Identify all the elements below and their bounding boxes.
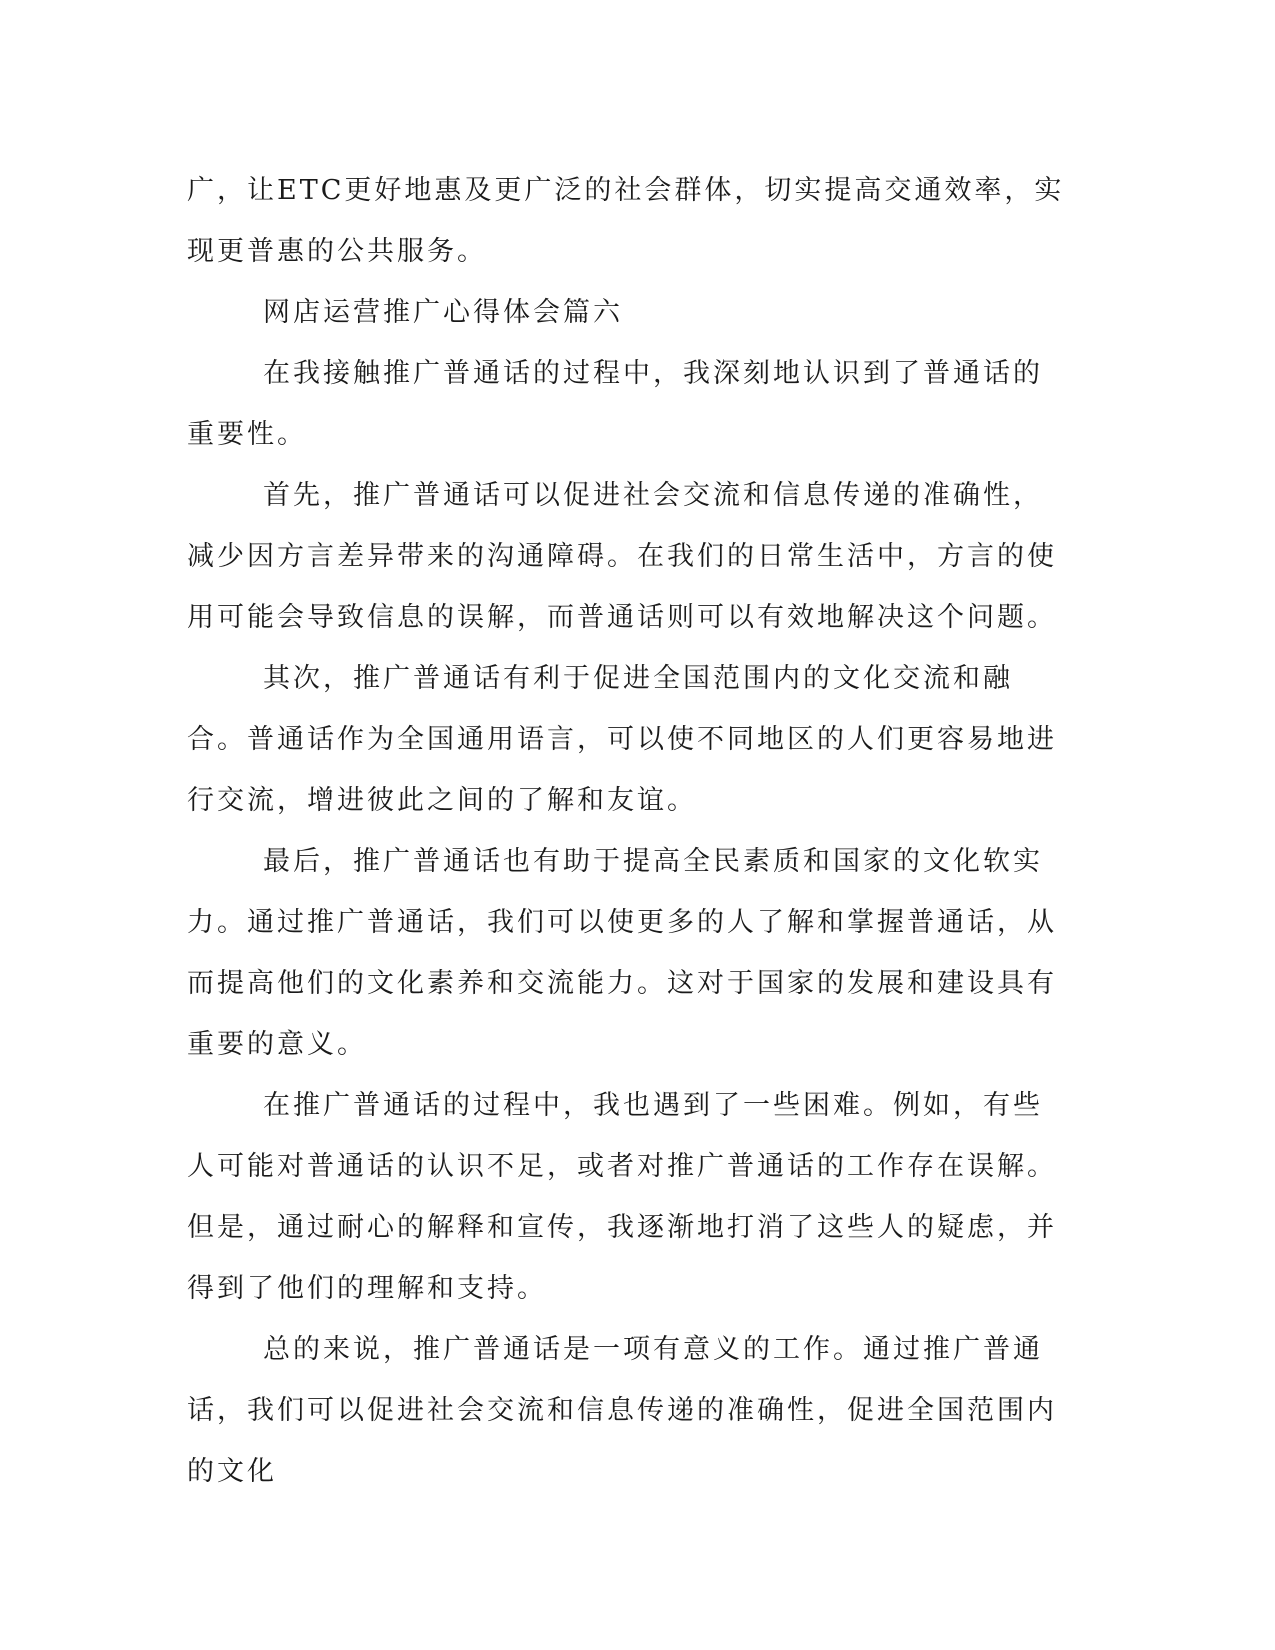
paragraph: 首先，推广普通话可以促进社会交流和信息传递的准确性，减少因方言差异带来的沟通障碍。在我们的日常生活中，方言的使用可能会导致信息的误解，而普通话则可以有效地解决这个问题。 xyxy=(187,480,1057,633)
document-body xyxy=(187,160,1067,1502)
paragraph: 在我接触推广普通话的过程中，我深刻地认识到了普通话的重要性。 xyxy=(187,358,1043,450)
paragraph: 在推广普通话的过程中，我也遇到了一些困难。例如，有些人可能对普通话的认识不足，或者对推广普通话的工作存在误解。但是，通过耐心的解释和宣传，我逐渐地打消了这些人的疑虑，并得到了他们的理解和支持。 xyxy=(187,1090,1057,1304)
paragraph-continuation: 广，让ETC更好地惠及更广泛的社会群体，切实提高交通效率，实现更普惠的公共服务。 xyxy=(187,175,1065,267)
paragraph: 最后，推广普通话也有助于提高全民素质和国家的文化软实力。通过推广普通话，我们可以使更多的人了解和掌握普通话，从而提高他们的文化素养和交流能力。这对于国家的发展和建设具有重要的意义。 xyxy=(187,846,1057,1060)
paragraph: 其次，推广普通话有利于促进全国范围内的文化交流和融合。普通话作为全国通用语言，可以使不同地区的人们更容易地进行交流，增进彼此之间的了解和友谊。 xyxy=(187,663,1057,816)
section-heading: 网店运营推广心得体会篇六 xyxy=(263,297,623,328)
paragraph: 总的来说，推广普通话是一项有意义的工作。通过推广普通话，我们可以促进社会交流和信息传递的准确性，促进全国范围内的文化 xyxy=(187,1334,1057,1487)
